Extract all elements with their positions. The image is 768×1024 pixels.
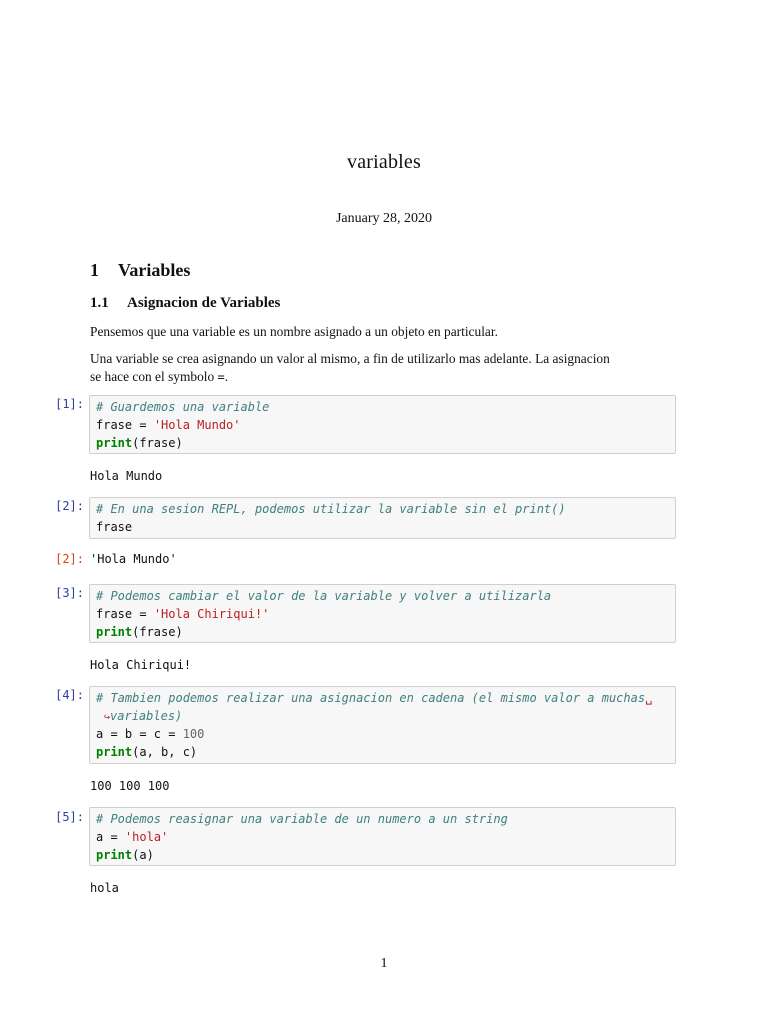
code-line xyxy=(96,846,669,864)
code-operator: = xyxy=(103,830,125,844)
code-args: (frase) xyxy=(132,436,183,450)
code-comment: # Tambien podemos realizar una asignacion en cadena (el mismo valor a muchas xyxy=(96,691,646,705)
paragraph-2-line-2: se hace con el symbolo xyxy=(90,369,218,384)
output-prompt-2: [2]: xyxy=(55,552,84,566)
cell-output-4: 100 100 100 xyxy=(90,779,170,793)
code-comment: variables) xyxy=(110,709,183,723)
paragraph-2-end: . xyxy=(224,369,229,384)
code-operator: = xyxy=(132,418,154,432)
code-identifier: a xyxy=(96,830,104,844)
code-keyword: print xyxy=(96,625,133,639)
document-date: January 28, 2020 xyxy=(335,211,433,226)
paragraph-1: Pensemos que una variable es un nombre asignado a un objeto en particular. xyxy=(90,324,498,339)
code-string: 'hola' xyxy=(124,830,169,844)
code-cell-2[interactable] xyxy=(89,497,676,539)
cell-output-2: 'Hola Mundo' xyxy=(90,552,177,566)
code-line xyxy=(96,434,669,452)
code-cell-4[interactable] xyxy=(89,686,676,764)
equals-symbol: = xyxy=(217,370,225,384)
code-line xyxy=(96,725,669,743)
code-keyword: print xyxy=(96,745,133,759)
code-comment: # Podemos reasignar una variable de un numero a un string xyxy=(96,812,508,826)
code-operator: = xyxy=(132,607,154,621)
code-args: (a, b, c) xyxy=(132,745,198,759)
code-line xyxy=(96,689,669,707)
code-keyword: print xyxy=(96,848,133,862)
code-line: frase xyxy=(96,520,133,534)
section-number: 1 xyxy=(90,260,99,280)
input-prompt-5: [5]: xyxy=(55,810,84,824)
code-line xyxy=(96,605,669,623)
code-identifier: frase xyxy=(96,607,133,621)
input-prompt-2: [2]: xyxy=(55,499,84,513)
cell-output-5: hola xyxy=(90,881,119,895)
input-prompt-3: [3]: xyxy=(55,586,84,600)
code-cell-5[interactable] xyxy=(89,807,676,866)
code-comment: # En una sesion REPL, podemos utilizar la variable sin el print() xyxy=(96,502,566,516)
document-title: variables xyxy=(347,151,421,173)
code-comment: # Guardemos una variable xyxy=(96,400,270,414)
code-string: 'Hola Mundo' xyxy=(153,418,241,432)
line-wrap-marker: ␣ xyxy=(645,691,653,705)
page-number: 1 xyxy=(380,956,388,971)
input-prompt-4: [4]: xyxy=(55,688,84,702)
cell-output-3: Hola Chiriqui! xyxy=(90,658,192,672)
code-args: (a) xyxy=(132,848,154,862)
subsection-number: 1.1 xyxy=(90,295,109,311)
code-identifier: frase xyxy=(96,418,133,432)
section-title: Variables xyxy=(118,260,191,280)
code-cell-1[interactable] xyxy=(89,395,676,454)
code-cell-3[interactable] xyxy=(89,584,676,643)
code-line xyxy=(96,828,669,846)
code-line xyxy=(96,707,669,725)
code-args: (frase) xyxy=(132,625,183,639)
input-prompt-1: [1]: xyxy=(55,397,84,411)
code-number: 100 xyxy=(182,727,205,741)
continuation-arrow-icon: ↪ xyxy=(104,712,111,723)
section-heading xyxy=(90,260,190,281)
paragraph-2 xyxy=(90,350,678,386)
paragraph-2-line-1: Una variable se crea asignando un valor al mismo, a fin de utilizarlo mas adelante. La asignacion xyxy=(90,351,610,366)
code-line xyxy=(96,743,669,761)
subsection-heading xyxy=(90,295,280,312)
code-line xyxy=(96,416,669,434)
code-line xyxy=(96,623,669,641)
code-string: 'Hola Chiriqui!' xyxy=(153,607,270,621)
code-keyword: print xyxy=(96,436,133,450)
subsection-title: Asignacion de Variables xyxy=(127,295,281,311)
code-comment: # Podemos cambiar el valor de la variable y volver a utilizarla xyxy=(96,589,552,603)
code-identifier: a = b = c = xyxy=(96,727,183,741)
cell-output-1: Hola Mundo xyxy=(90,469,163,483)
